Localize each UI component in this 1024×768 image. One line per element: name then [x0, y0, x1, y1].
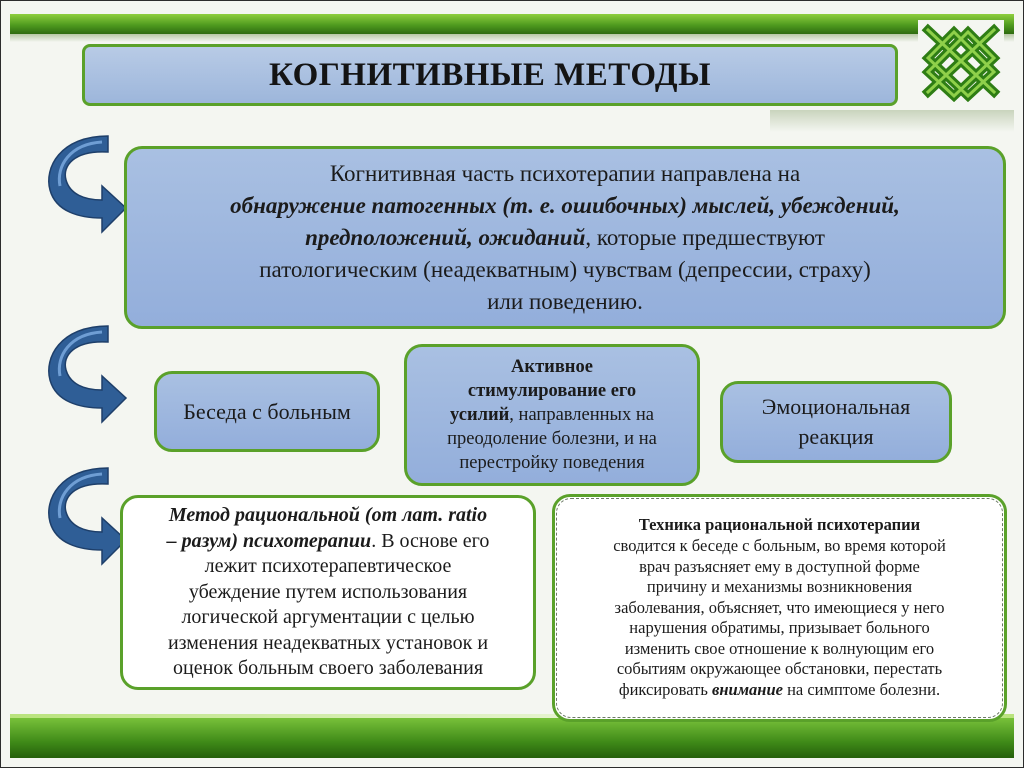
technique-line-8-a: фиксировать [618, 680, 713, 700]
active-line-3-bold: усилий [450, 405, 510, 425]
technique-line-8-b: на симптоме болезни. [782, 680, 941, 700]
technique-line-4: заболевания, объясняет, что имеющиеся у него [614, 597, 945, 617]
technique-heading: Техника рациональной психотерапии [638, 515, 921, 535]
rational-line-6: изменения неадекватных установок и [167, 631, 489, 654]
technique-line-7: событиям окружающее обстановки, перестать [616, 659, 943, 679]
main-line-2: обнаружение патогенных (т. е. ошибочных) мыслей, убеждений, [230, 192, 900, 218]
active-line-5: перестройку поведения [459, 453, 645, 473]
active-line-1: Активное [511, 357, 593, 377]
rational-line-2-rest: . В основе его [371, 529, 490, 552]
technique-line-6: изменить свое отношение к волнующим его [624, 638, 935, 658]
main-line-4: патологическим (неадекватным) чувствам (депрессии, страху) [259, 256, 871, 282]
technique-line-8-emphasis: внимание [712, 680, 783, 700]
rational-line-7: оценок больным своего заболевания [172, 657, 484, 680]
active-line-4: преодоление болезни, и на [447, 429, 657, 449]
rational-line-5: логической аргументации с целью [181, 606, 475, 629]
main-line-1: Когнитивная часть психотерапии направлена на [329, 160, 801, 186]
conversation-label: Беседа с больным [183, 398, 351, 424]
main-line-5: или поведению. [487, 288, 643, 314]
active-line-3-rest: , направленных на [509, 405, 654, 425]
main-line-3-rest: , которые предшествуют [585, 224, 825, 250]
technique-line-5: нарушения обратимы, призывает больного [629, 618, 930, 638]
rational-line-3: лежит психотерапевтическое [204, 555, 452, 578]
emotional-line-2: реакция [798, 424, 874, 449]
emotional-line-1: Эмоциональная [761, 394, 911, 419]
rational-line-1: Метод рациональной (от лат. ratio [168, 504, 488, 527]
active-line-2: стимулирование его [467, 381, 637, 401]
main-line-3-emphasis: предположений, ожиданий [305, 224, 586, 250]
rational-line-4: убеждение путем использования [188, 580, 468, 603]
technique-line-3: причину и механизмы возникновения [646, 577, 913, 597]
technique-line-1: сводится к беседе с больным, во время которой [613, 535, 946, 555]
page-title: КОГНИТИВНЫЕ МЕТОДЫ [269, 56, 711, 93]
technique-line-2: врач разъясняет ему в доступной форме [639, 556, 920, 576]
rational-line-2-emphasis: – разум) психотерапии [166, 529, 372, 552]
